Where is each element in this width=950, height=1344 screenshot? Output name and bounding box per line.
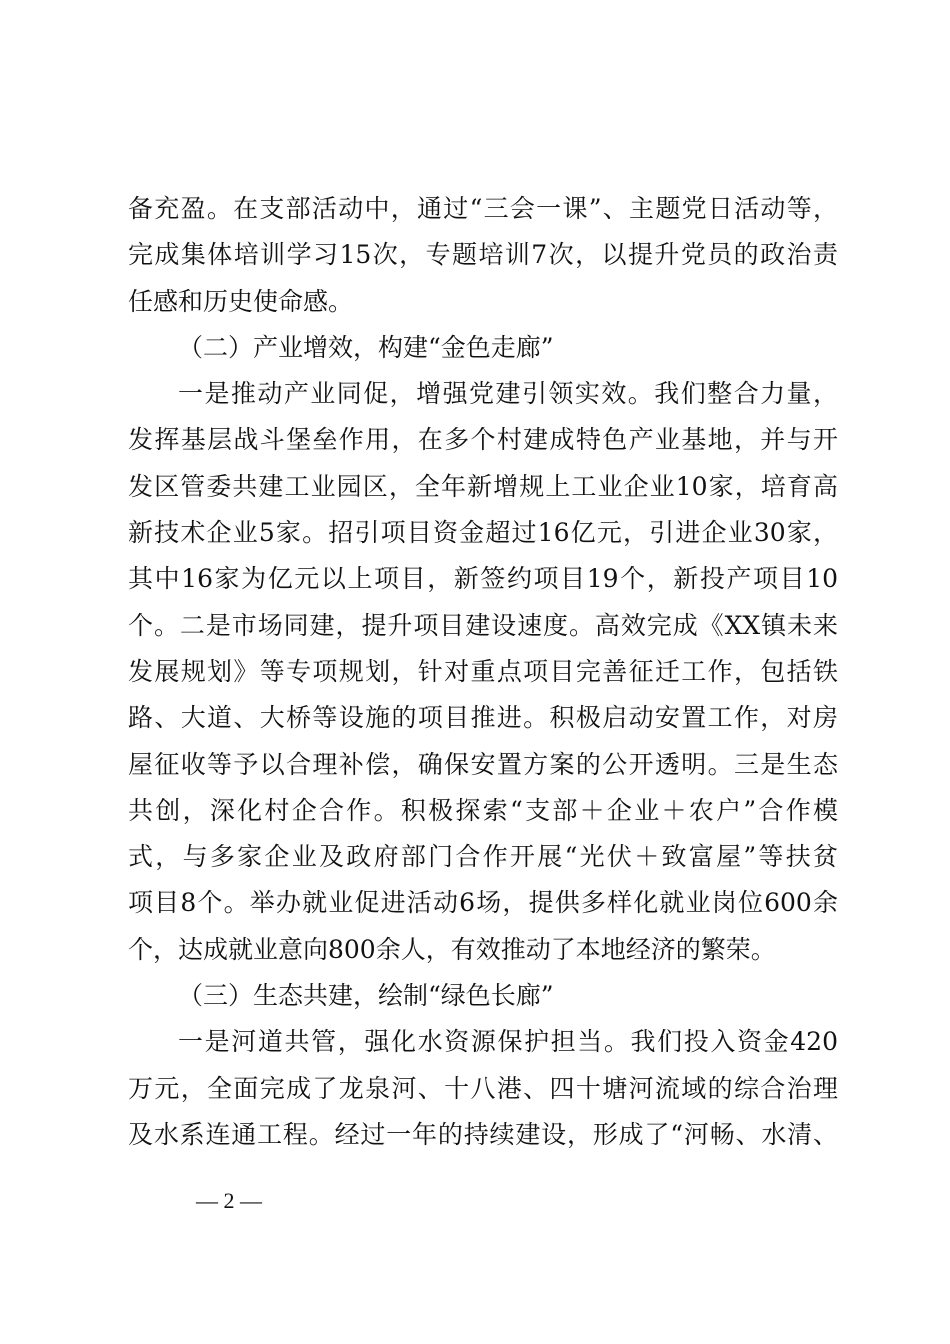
paragraph-line: 式，与多家企业及政府部门合作开展“光伏＋致富屋”等扶贫 (128, 842, 838, 872)
paragraph-line: 共创，深化村企合作。积极探索“支部＋企业＋农户”合作模 (128, 795, 838, 825)
paragraph-line: 发挥基层战斗堡垒作用，在多个村建成特色产业基地，并与开 (128, 425, 838, 455)
paragraph-line: 个，达成就业意向800余人，有效推动了本地经济的繁荣。 (128, 934, 776, 964)
paragraph-line: 完成集体培训学习15次，专题培训7次，以提升党员的政治责 (128, 240, 838, 270)
paragraph-line: 项目8个。举办就业促进活动6场，提供多样化就业岗位600余 (128, 888, 838, 918)
body-text (128, 186, 838, 1158)
paragraph-line: 其中16家为亿元以上项目，新签约项目19个，新投产项目10 (128, 564, 838, 594)
section-heading-3: （三）生态共建，绘制“绿色长廊” (178, 981, 554, 1011)
paragraph-line: 一是推动产业同促，增强党建引领实效。我们整合力量， (178, 379, 838, 409)
paragraph-line: 路、大道、大桥等设施的项目推进。积极启动安置工作，对房 (128, 703, 838, 733)
section-heading-2: （二）产业增效，构建“金色走廊” (178, 332, 554, 362)
paragraph-line: 新技术企业5家。招引项目资金超过16亿元，引进企业30家， (128, 518, 838, 548)
page-number: — 2 — (196, 1188, 262, 1213)
paragraph-line: 万元，全面完成了龙泉河、十八港、四十塘河流域的综合治理 (128, 1073, 838, 1103)
paragraph-line: 发区管委共建工业园区，全年新增规上工业企业10家，培育高 (128, 471, 838, 501)
paragraph-line: 备充盈。在支部活动中，通过“三会一课”、主题党日活动等， (128, 194, 838, 223)
paragraph-line: 发展规划》等专项规划，针对重点项目完善征迁工作，包括铁 (128, 656, 838, 686)
paragraph-line: 一是河道共管，强化水资源保护担当。我们投入资金420 (178, 1027, 838, 1057)
paragraph-line: 及水系连通工程。经过一年的持续建设，形成了“河畅、水清、 (128, 1119, 838, 1149)
paragraph-line: 任感和历史使命感。 (128, 286, 354, 316)
paragraph-line: 屋征收等予以合理补偿，确保安置方案的公开透明。三是生态 (128, 749, 838, 779)
paragraph-line: 个。二是市场同建，提升项目建设速度。高效完成《XX镇未来 (128, 610, 838, 640)
